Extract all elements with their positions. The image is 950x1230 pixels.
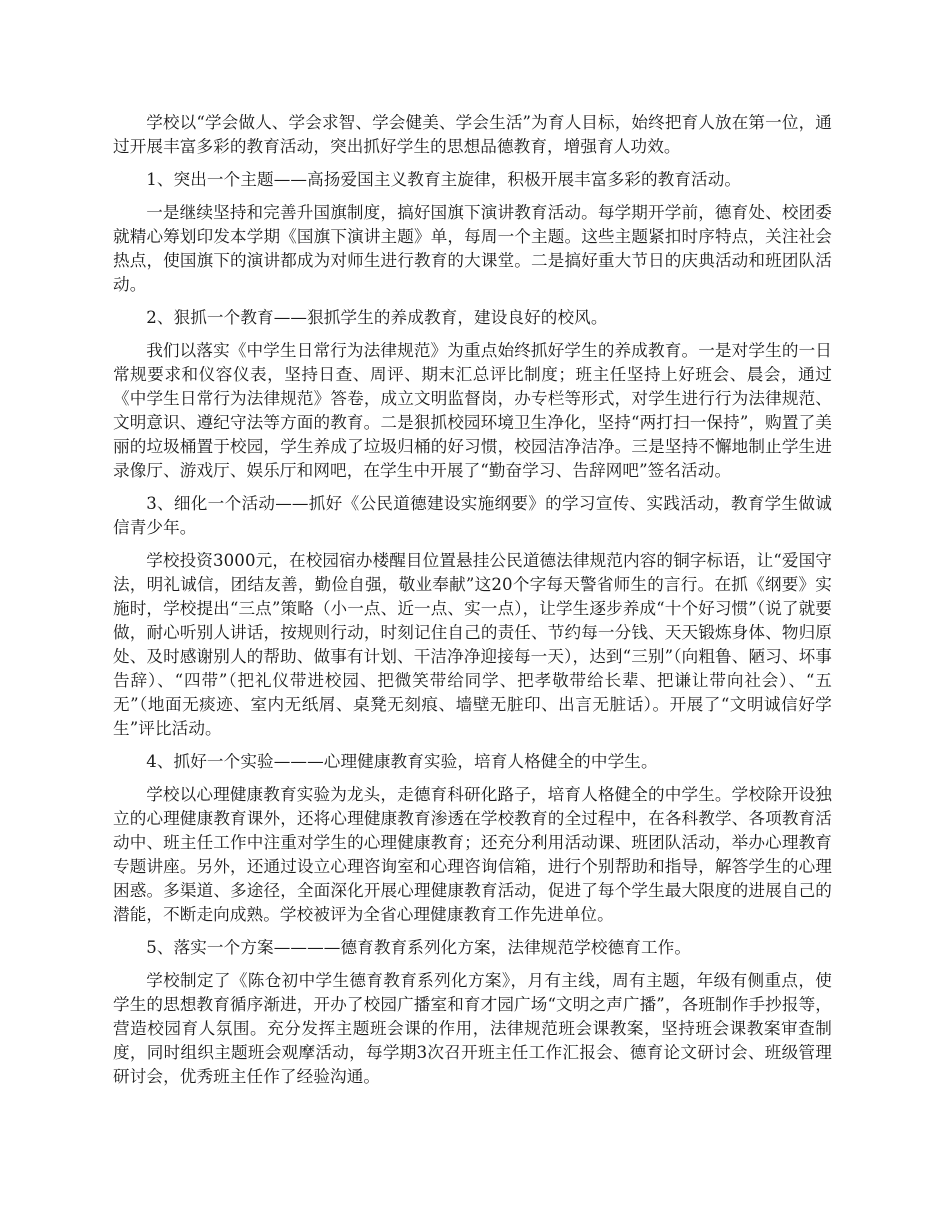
- section-4-body: 学校以心理健康教育实验为龙头，走德育科研化路子，培育人格健全的中学生。学校除开设独立的心理健康教育课外，还将心理健康教育渗透在学校教育的全过程中，在各科教学、各项教育活动中、班主任工作中注重对学生的心理健康教育；还充分利用活动课、班团队活动，举办心理教育专题讲座。另外，还通过设立心理咨询室和心理咨询信箱，进行个别帮助和指导，解答学生的心理困惑。多渠道、多途径，全面深化开展心理健康教育活动，促进了每个学生最大限度的进展自己的潜能，不断走向成熟。学校被评为全省心理健康教育工作先进单位。: [113, 785, 832, 924]
- section-3-body: 学校投资3000元，在校园宿办楼醒目位置悬挂公民道德法律规范内容的铜字标语，让“爱国守法，明礼诚信，团结友善，勤俭自强，敬业奉献”这20个字每天警省师生的言行。在抓《纲要》实施时，学校提出“三点”策略（小一点、近一点、实一点），让学生逐步养成“十个好习惯”（说了就要做，耐心听别人讲话，按规则行动，时刻记住自己的责任、节约每一分钱、天天锻炼身体、物归原处、及时感谢别人的帮助、做事有计划、干洁净净迎接每一天），达到“三别”（向粗鲁、陋习、坏事告辞）、“四带”（把礼仪带进校园、把微笑带给同学、把孝敬带给长辈、把谦让带向社会）、“五无”（地面无痰迹、室内无纸屑、桌凳无刻痕、墙壁无脏印、出言无脏话）。开展了“文明诚信好学生”评比活动。: [113, 551, 832, 738]
- section-1-heading: 1、突出一个主题——高扬爱国主义教育主旋律，积极开展丰富多彩的教育活动。: [146, 170, 742, 189]
- section-5-body: 学校制定了《陈仓初中学生德育教育系列化方案》，月有主线，周有主题，年级有侧重点，使学生的思想教育循序渐进，开办了校园广播室和育才园广场“文明之声广播”，各班制作手抄报等，营造校园育人氛围。充分发挥主题班会课的作用，法律规范班会课教案，坚持班会课教案审查制度，同时组织主题班会观摩活动，每学期3次召开班主任工作汇报会、德育论文研讨会、班级管理研讨会，优秀班主任作了经验沟通。: [113, 971, 832, 1086]
- section-5-heading: 5、落实一个方案————德育教育系列化方案，法律规范学校德育工作。: [146, 938, 692, 957]
- intro-paragraph: 学校以“学会做人、学会求智、学会健美、学会生活”为育人目标，始终把育人放在第一位，通过开展丰富多彩的教育活动，突出抓好学生的思想品德教育，增强育人功效。: [113, 113, 832, 156]
- section-2-heading: 2、狠抓一个教育——狠抓学生的养成教育，建设良好的校风。: [146, 308, 608, 327]
- section-2-body: 我们以落实《中学生日常行为法律规范》为重点始终抓好学生的养成教育。一是对学生的一日常规要求和仪容仪表，坚持日查、周评、期末汇总评比制度；班主任坚持上好班会、晨会，通过《中学生日常行为法律规范》答卷，成立文明监督岗，办专栏等形式，对学生进行行为法律规范、文明意识、遵纪守法等方面的教育。二是狠抓校园环境卫生净化，坚持“两打扫一保持”，购置了美丽的垃圾桶置于校园，学生养成了垃圾归桶的好习惯，校园洁净洁净。三是坚持不懈地制止学生进录像厅、游戏厅、娱乐厅和网吧，在学生中开展了“勤奋学习、告辞网吧”签名活动。: [113, 341, 832, 480]
- section-4-heading: 4、抓好一个实验———心理健康教育实验，培育人格健全的中学生。: [146, 752, 658, 771]
- section-1-body: 一是继续坚持和完善升国旗制度，搞好国旗下演讲教育活动。每学期开学前，德育处、校团委就精心筹划印发本学期《国旗下演讲主题》单，每周一个主题。这些主题紧扣时序特点，关注社会热点，使国旗下的演讲都成为对师生进行教育的大课堂。二是搞好重大节日的庆典活动和班团队活动。: [113, 203, 832, 294]
- section-3-heading: 3、细化一个活动——抓好《公民道德建设实施纲要》的学习宣传、实践活动，教育学生做诚信青少年。: [113, 494, 832, 537]
